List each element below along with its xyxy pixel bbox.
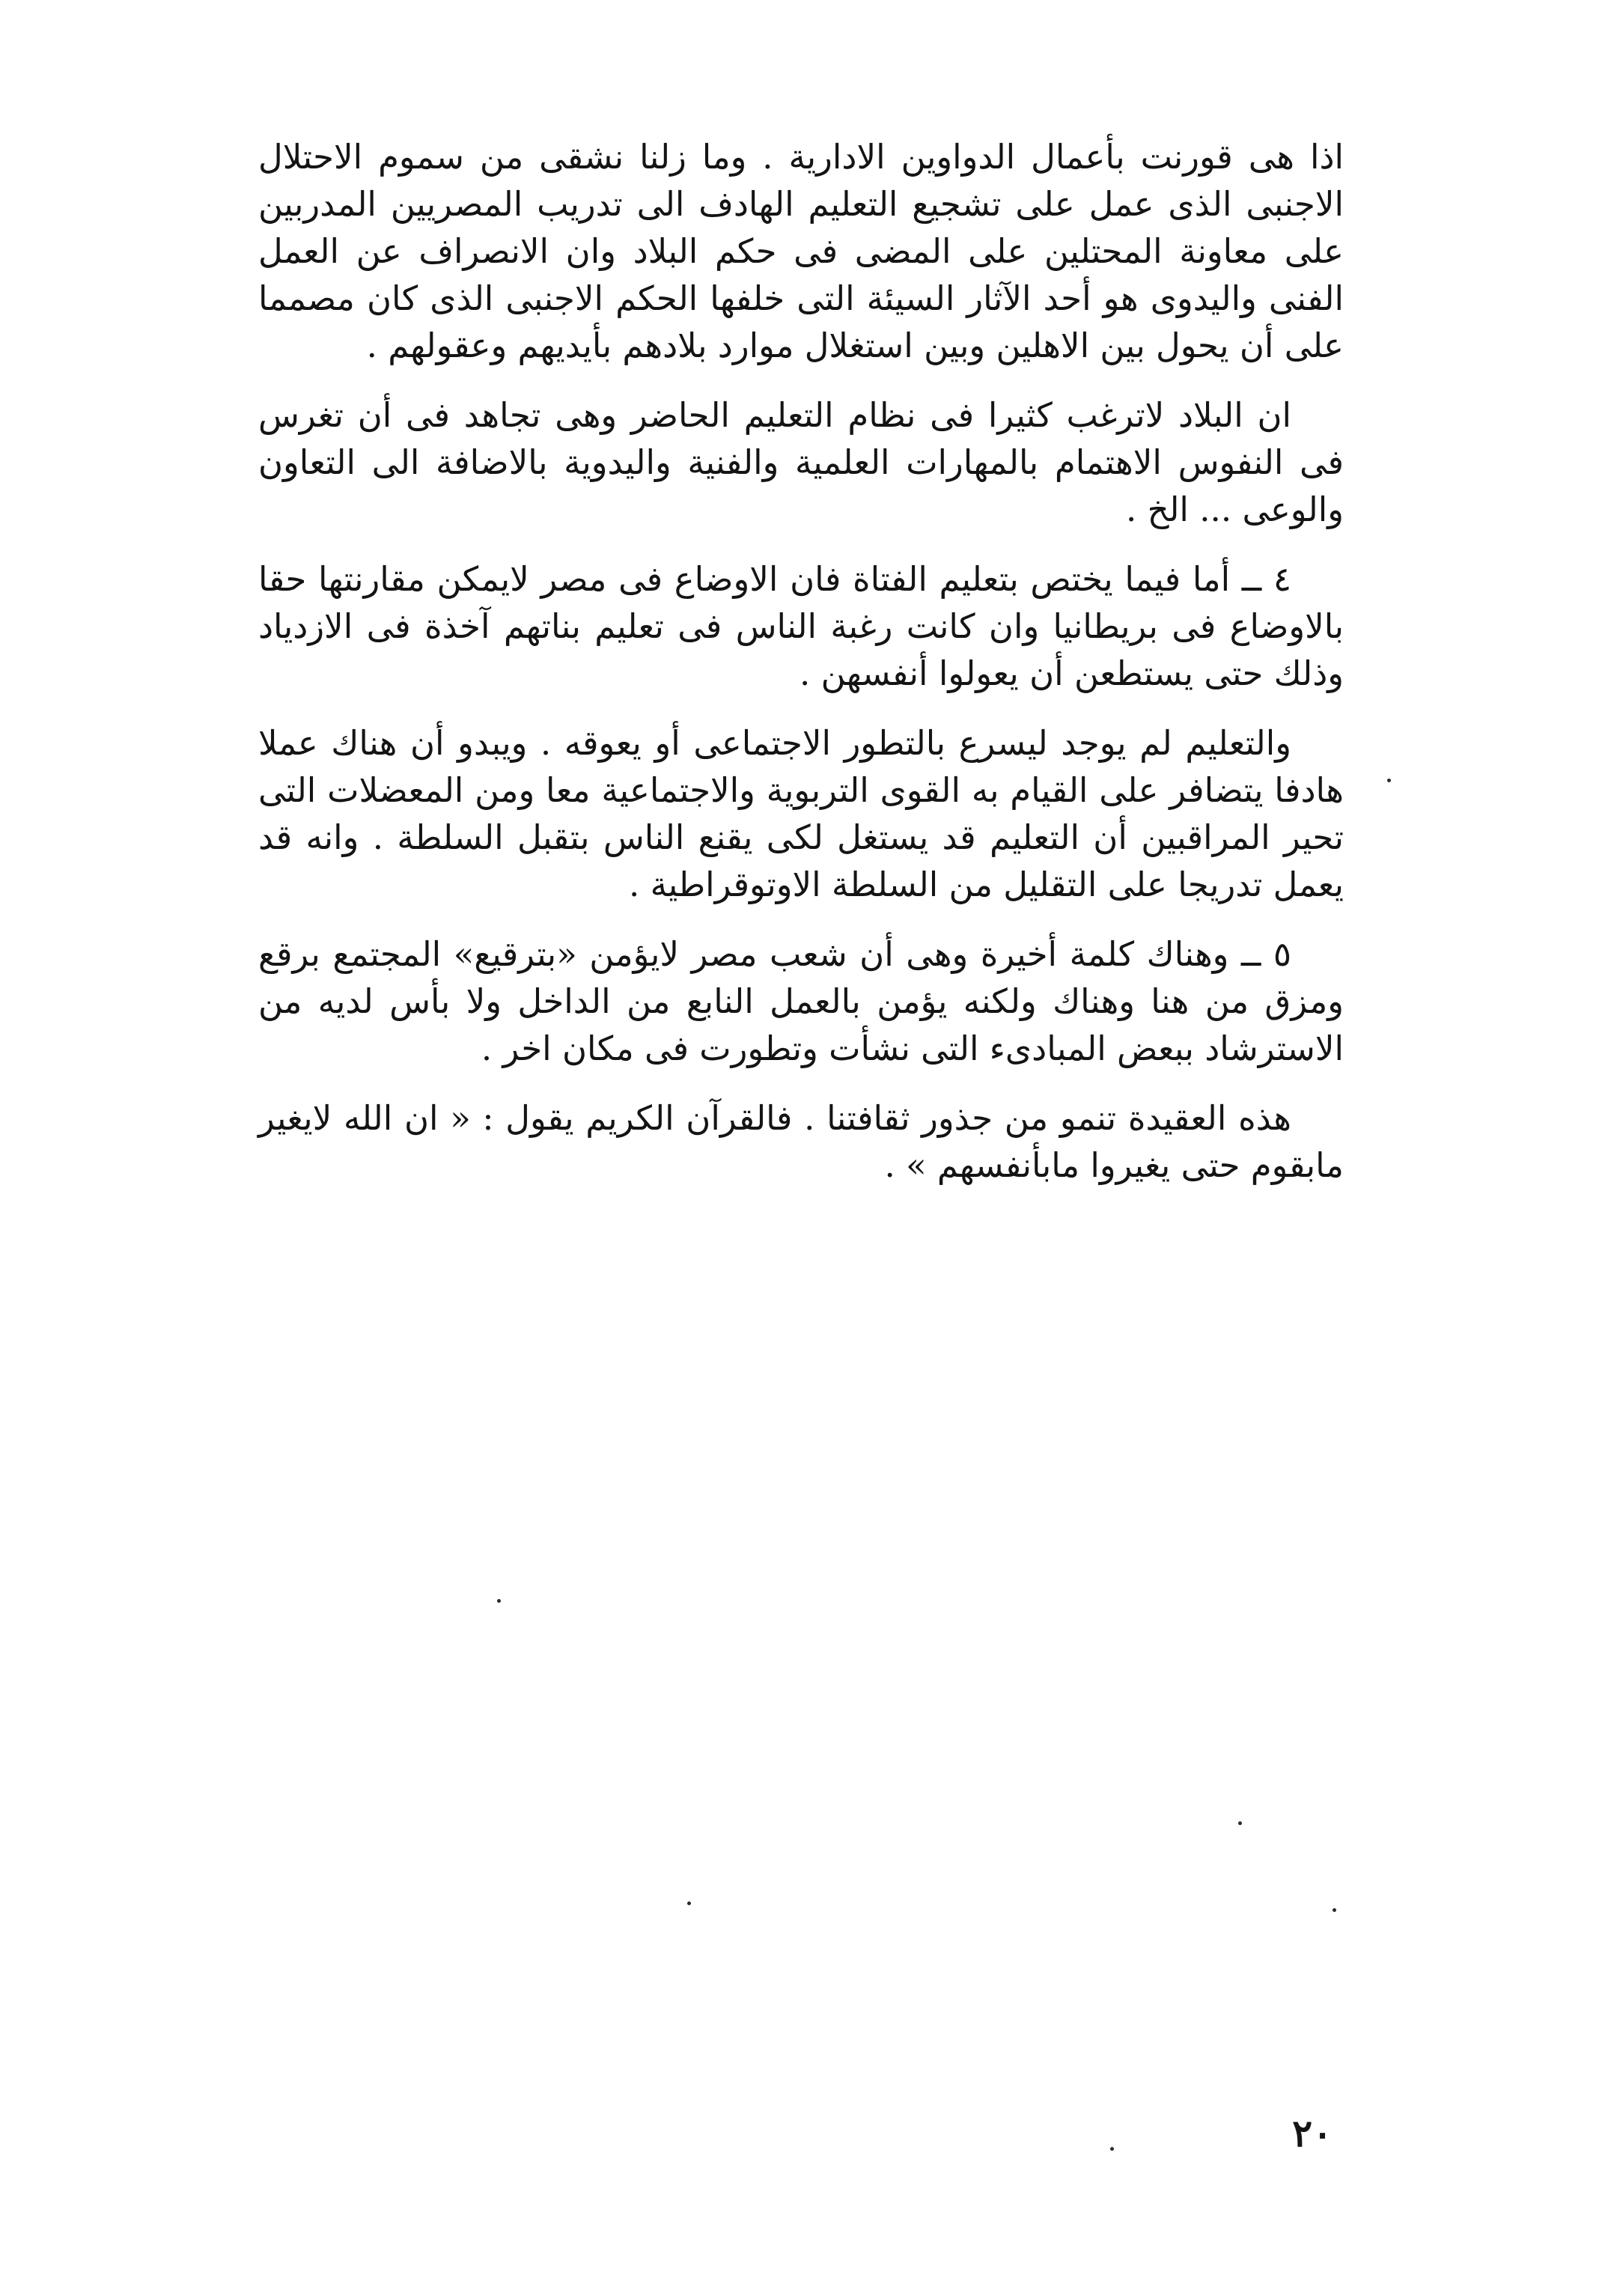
paragraph-4: والتعليم لم يوجد ليسرع بالتطور الاجتماعى أو يعوقه . ويبدو أن هناك عملا هادفا يتضافر على القيام به القوى التربوية والاجتماعية معا ومن المعضلات التى تحير المراقبين أن التعليم قد يستغل لكى يقنع الناس بتقبل السلطة . وانه قد يعمل تدريجا على التقليل من السلطة الاوتوقراطية . (258, 723, 1344, 904)
scan-speck (1333, 1908, 1336, 1912)
scan-speck (1387, 779, 1391, 782)
page-number: ٢٠ (1292, 2111, 1333, 2155)
paragraph-5: ٥ ــ وهناك كلمة أخيرة وهى أن شعب مصر لايؤمن «بترقيع» المجتمع برقع ومزق من هنا وهناك ولكنه يؤمن بالعمل النابع من الداخل ولا بأس لديه من الاسترشاد ببعض المبادىء التى نشأت وتطورت فى مكان اخر . (258, 934, 1344, 1068)
scan-speck (1238, 1821, 1242, 1825)
scan-speck (687, 1901, 691, 1905)
paragraph-6: هذه العقيدة تنمو من جذور ثقافتنا . فالقرآن الكريم يقول : « ان الله لايغير مابقوم حتى يغيروا مابأنفسهم » . (258, 1098, 1344, 1185)
paragraph-3: ٤ ــ أما فيما يختص بتعليم الفتاة فان الاوضاع فى مصر لايمكن مقارنتها حقا بالاوضاع فى بريطانيا وان كانت رغبة الناس فى تعليم بناتهم آخذة فى الازدياد وذلك حتى يستطعن أن يعولوا أنفسهن . (258, 559, 1344, 693)
scan-speck (497, 1599, 501, 1603)
scan-speck (1110, 2147, 1114, 2151)
paragraph-1: اذا هى قورنت بأعمال الدواوين الادارية . وما زلنا نشقى من سموم الاحتلال الاجنبى الذى عمل على تشجيع التعليم الهادف الى تدريب المصريين المدربين على معاونة المحتلين على المضى فى حكم البلاد وان الانصراف عن العمل الفنى واليدوى هو أحد الآثار السيئة التى خلفها الحكم الاجنبى الذى كان مصمما على أن يحول بين الاهلين وبين استغلال موارد بلادهم بأيديهم وعقولهم . (258, 137, 1344, 365)
paragraph-2: ان البلاد لاترغب كثيرا فى نظام التعليم الحاضر وهى تجاهد فى أن تغرس فى النفوس الاهتمام بالمهارات العلمية والفنية واليدوية بالاضافة الى التعاون والوعى ... الخ . (258, 395, 1344, 529)
body-text (258, 133, 1344, 1211)
